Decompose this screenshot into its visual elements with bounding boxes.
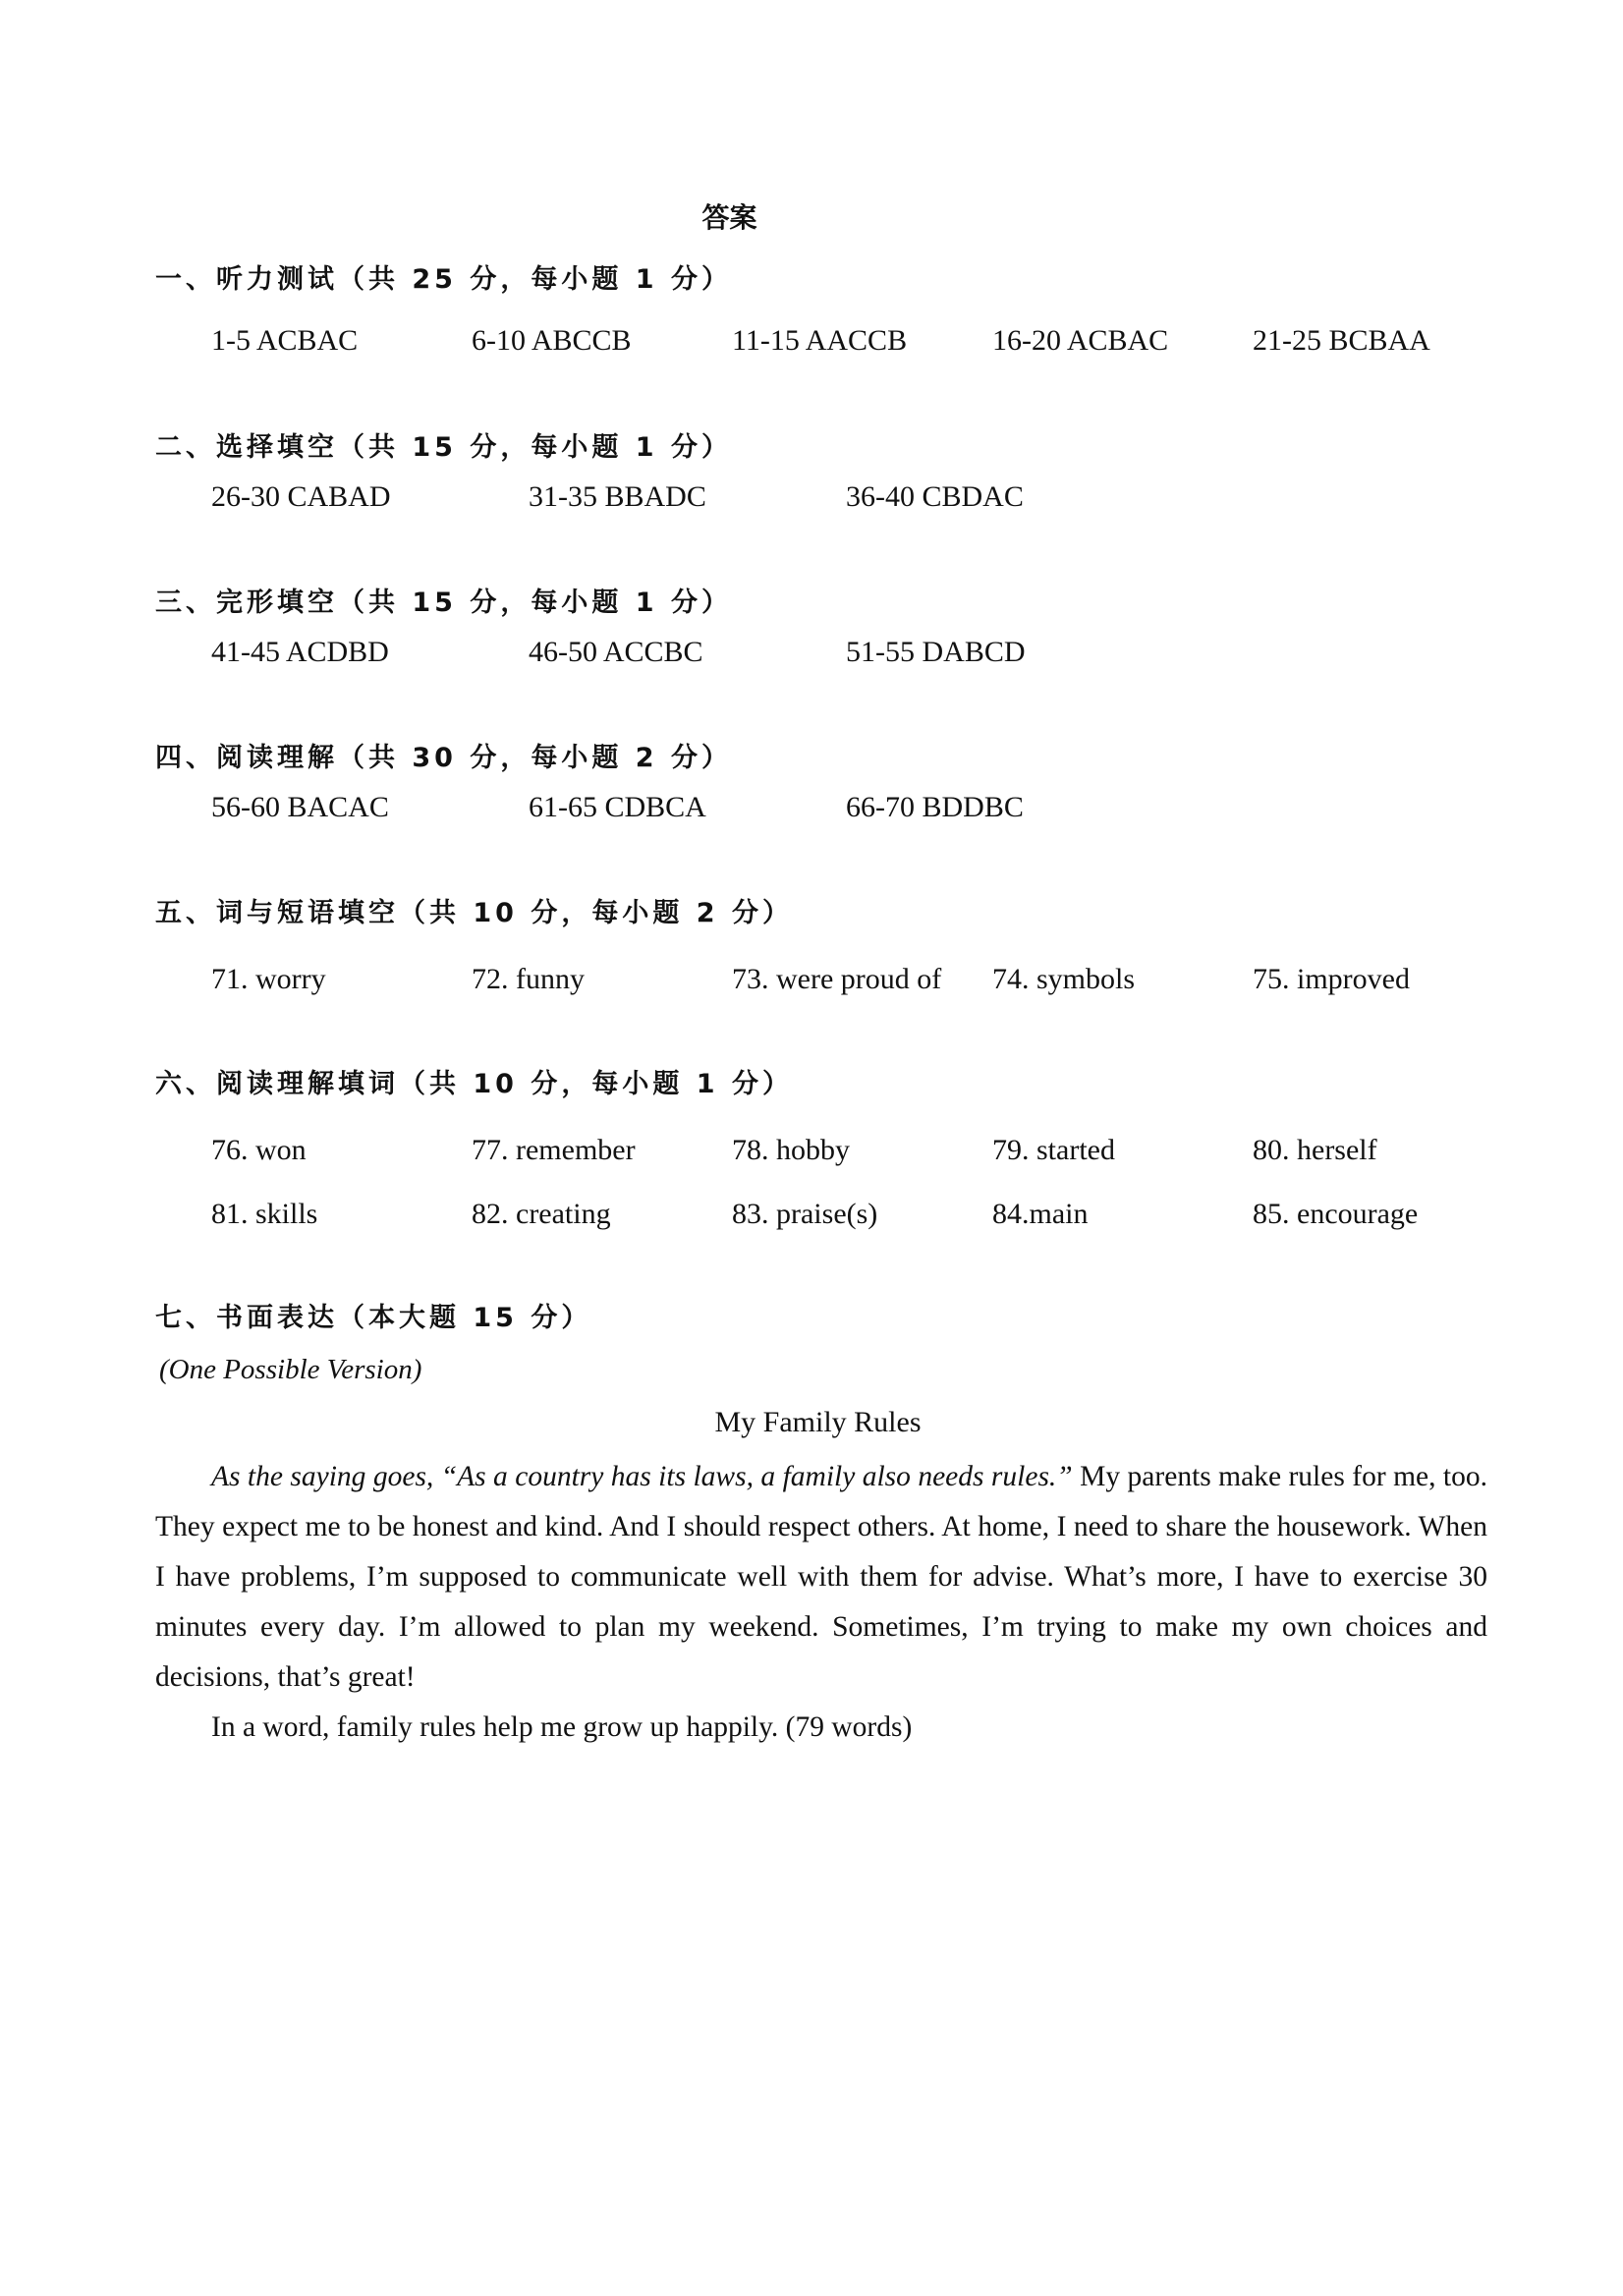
answer-cell: 6-10 ABCCB bbox=[472, 324, 632, 357]
answer-cell: 66-70 BDDBC bbox=[846, 791, 1024, 823]
answer-cell: 75. improved bbox=[1253, 963, 1410, 995]
answer-row bbox=[211, 963, 1488, 1002]
answer-cell: 51-55 DABCD bbox=[846, 636, 1026, 668]
answer-cell: 80. herself bbox=[1253, 1134, 1377, 1166]
answer-cell: 26-30 CABAD bbox=[211, 480, 391, 513]
answer-row bbox=[211, 480, 1488, 520]
answer-cell: 61-65 CDBCA bbox=[529, 791, 706, 823]
answer-cell: 72. funny bbox=[472, 963, 585, 995]
answer-cell: 31-35 BBADC bbox=[529, 480, 706, 513]
essay-body bbox=[155, 1452, 1487, 1753]
essay-paragraph bbox=[155, 1452, 1487, 1703]
answer-cell: 77. remember bbox=[472, 1134, 636, 1166]
answer-cell: 76. won bbox=[211, 1134, 307, 1166]
essay-paragraph: In a word, family rules help me grow up happily. (79 words) bbox=[211, 1711, 913, 1743]
answer-cell: 36-40 CBDAC bbox=[846, 480, 1024, 513]
version-note: (One Possible Version) bbox=[159, 1354, 422, 1385]
section-heading-reading-fill: 六、阅读理解填词（共 10 分，每小题 1 分） bbox=[155, 1069, 793, 1099]
essay-quote: As the saying goes, “As a country has its laws, a family also needs rules.” bbox=[211, 1461, 1073, 1492]
answer-cell: 56-60 BACAC bbox=[211, 791, 389, 823]
answer-cell: 41-45 ACDBD bbox=[211, 636, 389, 668]
answer-cell: 83. praise(s) bbox=[732, 1198, 878, 1230]
answer-cell: 71. worry bbox=[211, 963, 326, 995]
answer-cell: 74. symbols bbox=[992, 963, 1136, 995]
answer-cell: 16-20 ACBAC bbox=[992, 324, 1169, 357]
essay-text: My parents make rules for me, too. They expect me to be honest and kind. And I should respect others. At home, I need to share the housework. When I have problems, I’m supposed to communicate well with them for advise. What’s more, I have to exercise 30 minutes every day. I’m allowed to plan my weekend. Sometimes, I’m trying to make my own choices and decisions, that’s great! bbox=[155, 1461, 1487, 1693]
section-heading-multiple-choice: 二、选择填空（共 15 分，每小题 1 分） bbox=[155, 432, 732, 463]
answer-row bbox=[211, 636, 1488, 675]
answer-cell: 73. were proud of bbox=[732, 963, 942, 995]
section-heading-writing: 七、书面表达（本大题 15 分） bbox=[155, 1303, 592, 1333]
answer-cell: 78. hobby bbox=[732, 1134, 850, 1166]
answer-cell: 82. creating bbox=[472, 1198, 611, 1230]
page-title: 答案 bbox=[701, 201, 757, 234]
essay-title: My Family Rules bbox=[714, 1406, 922, 1438]
section-heading-cloze: 三、完形填空（共 15 分，每小题 1 分） bbox=[155, 588, 732, 618]
answer-cell: 79. started bbox=[992, 1134, 1115, 1166]
answer-cell: 1-5 ACBAC bbox=[211, 324, 359, 357]
section-heading-listening: 一、听力测试（共 25 分，每小题 1 分） bbox=[155, 264, 732, 295]
answer-cell: 84.main bbox=[992, 1198, 1089, 1230]
answer-cell: 85. encourage bbox=[1253, 1198, 1419, 1230]
answer-cell: 11-15 AACCB bbox=[732, 324, 908, 357]
section-heading-word-fill: 五、词与短语填空（共 10 分，每小题 2 分） bbox=[155, 898, 793, 928]
answer-cell: 21-25 BCBAA bbox=[1253, 324, 1430, 357]
section-heading-reading: 四、阅读理解（共 30 分，每小题 2 分） bbox=[155, 743, 732, 773]
answer-row bbox=[211, 1134, 1488, 1173]
answer-row bbox=[211, 791, 1488, 830]
answer-cell: 46-50 ACCBC bbox=[529, 636, 703, 668]
answer-cell: 81. skills bbox=[211, 1198, 318, 1230]
answer-row bbox=[211, 324, 1488, 364]
answer-row bbox=[211, 1198, 1488, 1237]
